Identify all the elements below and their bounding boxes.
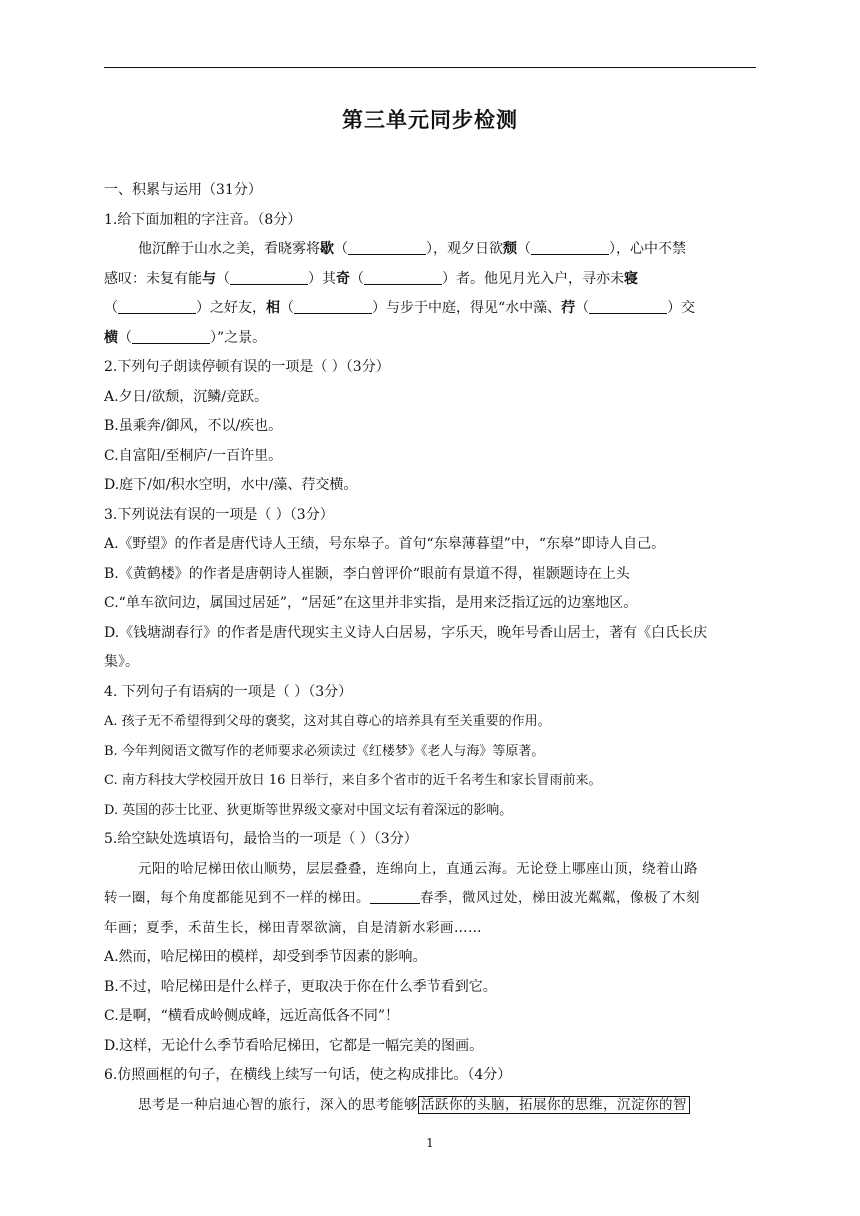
question-4-option-d: D. 英国的莎士比亚、狄更斯等世界级文豪对中国文坛有着深远的影响。 <box>104 802 513 818</box>
bold-char: 寝 <box>624 270 638 287</box>
bold-char: 歇 <box>320 241 334 257</box>
text-run: ），心中不禁 <box>609 241 686 257</box>
question-5-passage-line-2 <box>104 884 756 914</box>
text-run: （ <box>104 300 118 316</box>
header-rule <box>104 67 756 68</box>
question-5-option-b: B.不过，哈尼梯田是什么样子，更取决于你在什么季节看到它。 <box>104 978 497 995</box>
question-3-option-b: B.《黄鹤楼》的作者是唐朝诗人崔颢，李白曾评价“眼前有景道不得，崔颢题诗在上头 <box>104 565 630 582</box>
bold-char: 荇 <box>561 300 576 316</box>
answer-blank[interactable] <box>531 238 609 255</box>
text-run: ）之好友， <box>196 300 266 316</box>
question-3-stem: 3.下列说法有误的一项是（ ）（3分） <box>104 506 334 523</box>
answer-blank[interactable] <box>348 238 426 255</box>
question-2-option-c: C.自富阳/至桐庐/一百许里。 <box>104 447 283 464</box>
question-3-option-c: C.“单车欲问边，属国过居延”，“居延”在这里并非实指，是用来泛指辽远的边塞地区。 <box>104 595 638 611</box>
answer-blank[interactable] <box>589 297 667 314</box>
question-2-option-b: B.虽乘奔/御风，不以/疾也。 <box>104 418 283 434</box>
question-3-option-d-cont: 集》。 <box>104 654 139 670</box>
text-run: ）与步于中庭，得见“水中藻、 <box>372 300 562 316</box>
question-2-option-a: A.夕日/欲颓，沉鳞/竞跃。 <box>104 388 268 405</box>
question-5-stem: 5.给空缺处选填语句，最恰当的一项是（ ）（3分） <box>104 831 418 847</box>
question-6-stem: 6.仿照画框的句子，在横线上续写一句话，使之构成排比。（4分） <box>104 1067 512 1083</box>
text-run: ）交 <box>667 300 696 316</box>
question-1-stem: 1.给下面加粗的字注音。（8分） <box>104 211 302 228</box>
bold-char: 横 <box>104 329 118 346</box>
answer-blank[interactable] <box>294 297 372 314</box>
text-run: 思考是一种启迪心智的旅行，深入的思考能够 <box>138 1096 418 1113</box>
bold-char: 奇 <box>336 270 350 287</box>
bold-char: 与 <box>202 270 216 287</box>
section-heading: 一、积累与运用（31分） <box>104 182 262 198</box>
text-run: 转一圈，每个角度都能见到不一样的梯田。 <box>104 890 370 906</box>
text-run: （ <box>517 241 531 257</box>
question-5-option-c: C.是啊，“横看成岭侧成峰，远近高低各不同”！ <box>104 1008 399 1024</box>
question-5-option-d: D.这样，无论什么季节看哈尼梯田，它都是一幅完美的图画。 <box>104 1037 484 1054</box>
text-run: ），观夕日欲 <box>426 241 503 257</box>
text-run: 他沉醉于山水之美，看晓雾将 <box>138 241 320 257</box>
text-run: （ <box>350 270 364 287</box>
question-5-passage-line-3: 年画；夏季，禾苗生长，梯田青翠欲滴，自是清新水彩画…… <box>104 919 482 936</box>
text-run: ）其 <box>308 270 336 287</box>
question-1-line-2 <box>104 265 756 295</box>
exam-content <box>104 176 756 1120</box>
text-run: （ <box>334 241 348 257</box>
answer-blank[interactable] <box>132 327 210 344</box>
page-number: 1 <box>426 1136 434 1150</box>
question-4-option-b: B. 今年判阅语文微写作的老师要求必须读过《红楼梦》《老人与海》等原著。 <box>104 743 545 759</box>
framed-sentence: 活跃你的头脑，拓展你的思维，沉淀你的智 <box>418 1096 690 1114</box>
question-2-stem: 2.下列句子朗读停顿有误的一项是（ ）（3分） <box>104 359 390 375</box>
answer-blank[interactable] <box>118 297 196 314</box>
question-5-option-a: A.然而，哈尼梯田的模样，却受到季节因素的影响。 <box>104 949 427 965</box>
text-run: （ <box>118 329 132 346</box>
question-4-stem: 4. 下列句子有语病的一项是（ ）（3分） <box>104 683 353 700</box>
question-4-option-c: C. 南方科技大学校园开放日 16 日举行，来自多个省市的近千名考生和家长冒雨前来。 <box>104 773 602 788</box>
question-2-option-d: D.庭下/如/积水空明，水中/藻、荇交横。 <box>104 477 358 493</box>
question-5-passage-line-1: 元阳的哈尼梯田依山顺势，层层叠叠，连绵向上，直通云海。无论登上哪座山顶，绕着山路 <box>138 860 698 877</box>
text-run: 感叹：未复有能 <box>104 270 202 287</box>
text-run: （ <box>280 300 294 316</box>
text-run: 春季，微风过处，梯田波光粼粼，像极了木刻 <box>420 890 700 906</box>
page-title: 第三单元同步检测 <box>342 107 518 132</box>
question-3-option-a: A.《野望》的作者是唐代诗人王绩，号东皋子。首句“东皋薄暮望”中，“东皋”即诗人自己。 <box>104 536 666 552</box>
question-1-line-3 <box>104 294 756 324</box>
question-1-line-4 <box>104 324 756 354</box>
question-3-option-d: D.《钱塘湖春行》的作者是唐代现实主义诗人白居易，字乐天，晚年号香山居士，著有《白氏长庆 <box>104 624 708 641</box>
text-run: （ <box>575 300 590 316</box>
answer-blank[interactable] <box>364 268 442 285</box>
answer-blank[interactable] <box>370 887 420 904</box>
answer-blank[interactable] <box>230 268 308 285</box>
bold-char: 颓 <box>503 241 517 257</box>
question-6-prompt <box>104 1091 756 1121</box>
text-run: （ <box>216 270 230 287</box>
text-run: ）”之景。 <box>210 329 267 346</box>
question-4-option-a: A. 孩子无不希望得到父母的褒奖，这对其自尊心的培养具有至关重要的作用。 <box>104 714 551 729</box>
question-1-line-1 <box>104 235 756 265</box>
bold-char: 相 <box>266 300 280 316</box>
text-run: ）者。他见月光入户，寻亦未 <box>442 270 624 287</box>
